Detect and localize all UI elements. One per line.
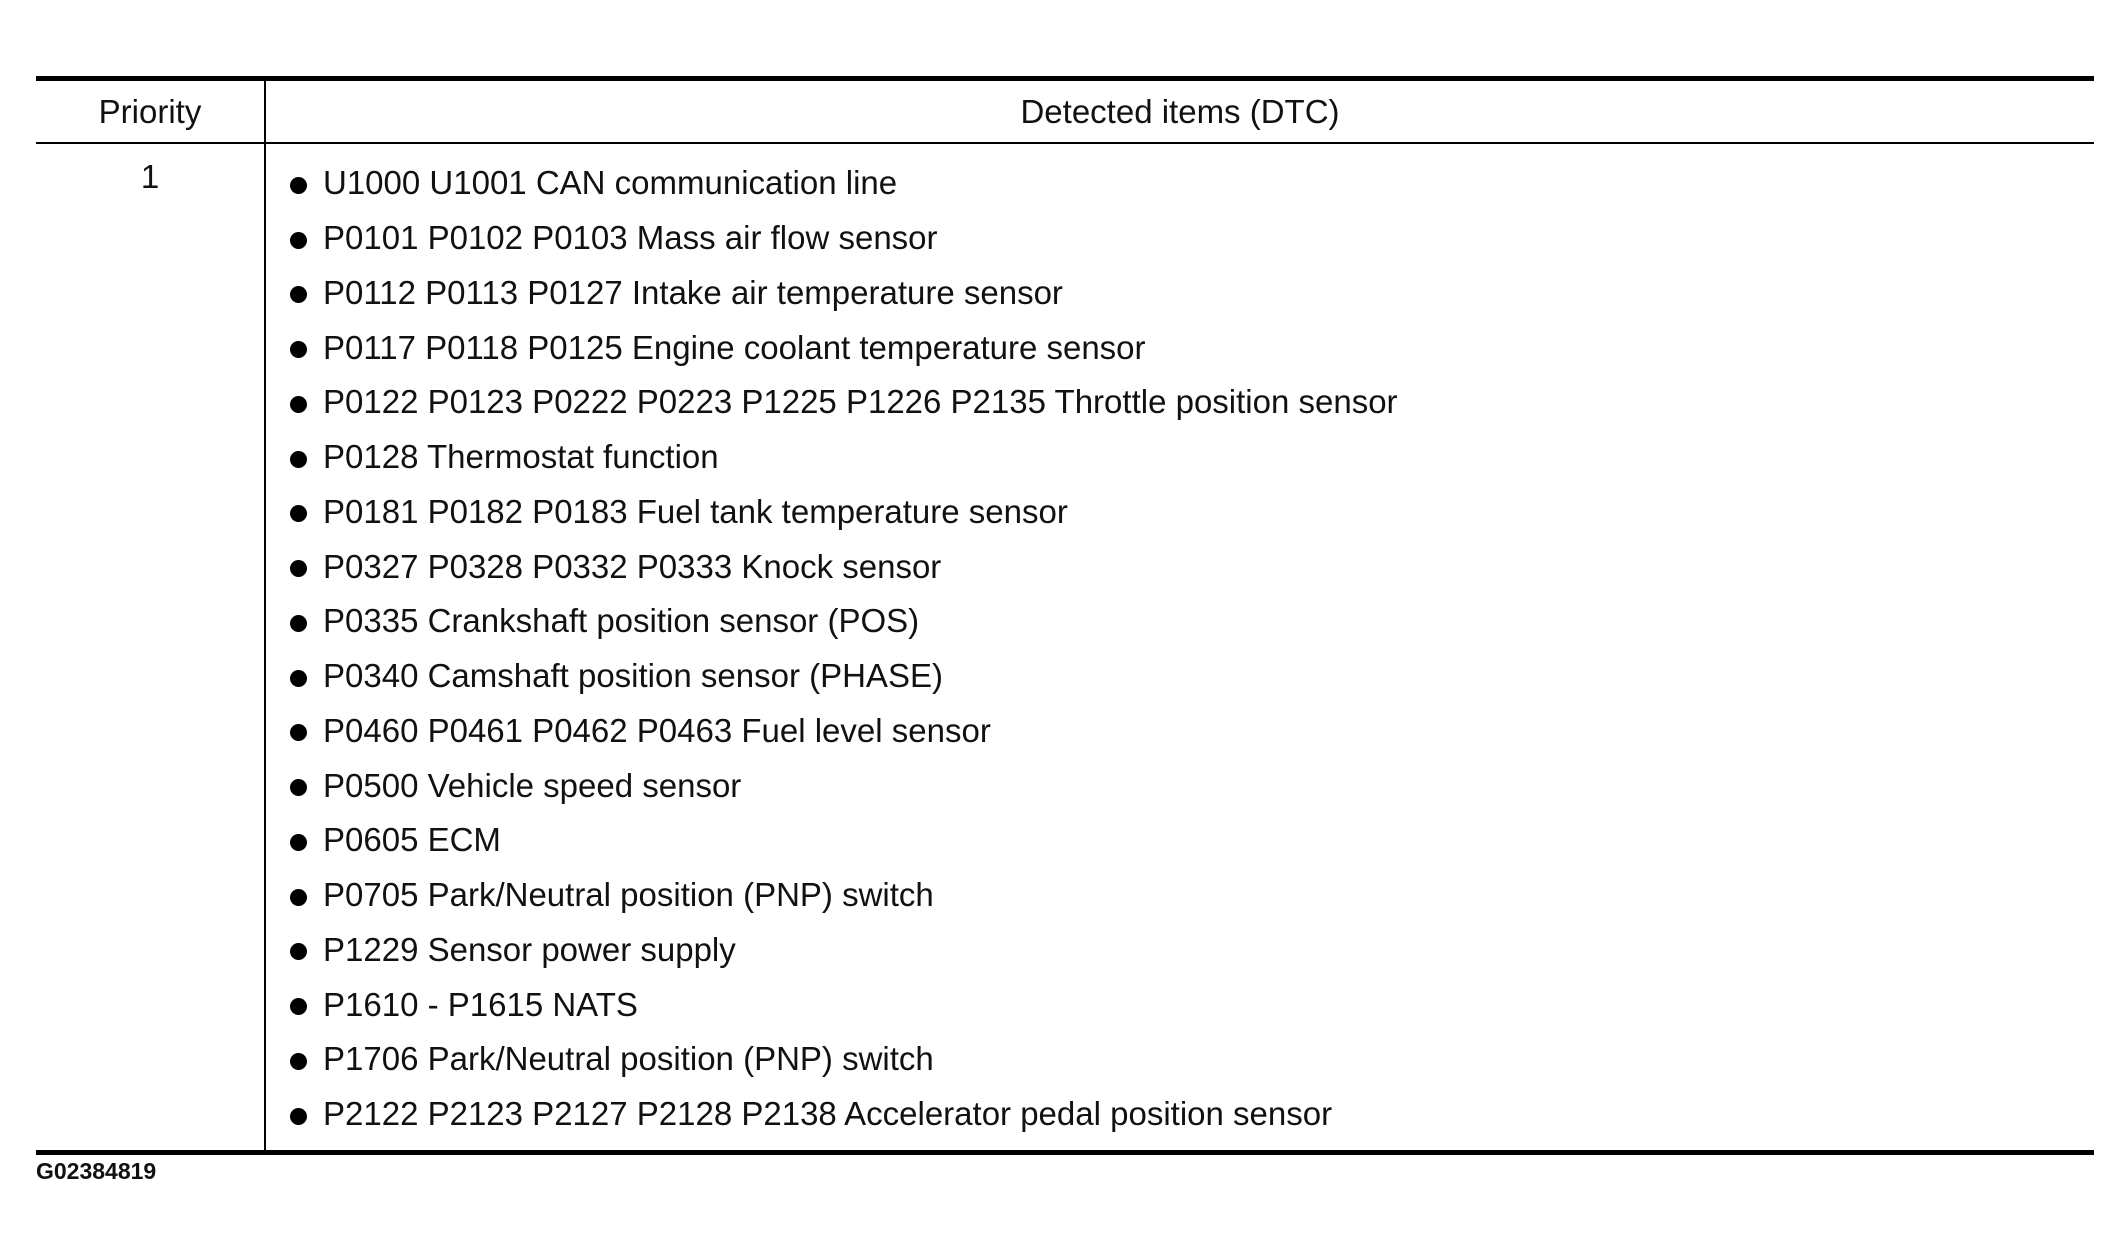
list-item xyxy=(266,320,2094,375)
priority-value: 1 xyxy=(36,144,266,1150)
dtc-item-text: P0122 P0123 P0222 P0223 P1225 P1226 P2135 Throttle position sensor xyxy=(323,383,1398,421)
dtc-item-text: P0335 Crankshaft position sensor (POS) xyxy=(323,602,920,640)
bullet-dot-icon xyxy=(290,779,307,796)
dtc-item-text: P0112 P0113 P0127 Intake air temperature sensor xyxy=(323,273,1063,311)
dtc-item-text: P1229 Sensor power supply xyxy=(323,930,736,968)
dtc-item-text: P0181 P0182 P0183 Fuel tank temperature sensor xyxy=(323,492,1068,530)
dtc-item-text: P0605 ECM xyxy=(323,821,501,859)
dtc-item-text: P0101 P0102 P0103 Mass air flow sensor xyxy=(323,219,938,257)
dtc-item-text: P1610 - P1615 NATS xyxy=(323,985,638,1023)
figure-id: G02384819 xyxy=(36,1158,157,1184)
list-item xyxy=(266,1087,2094,1142)
bullet-dot-icon xyxy=(290,451,307,468)
dtc-item-text: P2122 P2123 P2127 P2128 P2138 Accelerator pedal position sensor xyxy=(323,1095,1333,1133)
list-item xyxy=(266,266,2094,321)
table-row xyxy=(36,144,2094,1150)
bullet-dot-icon xyxy=(290,560,307,577)
dtc-priority-table xyxy=(36,76,2094,1155)
list-item xyxy=(266,375,2094,430)
bullet-dot-icon xyxy=(290,889,307,906)
list-item xyxy=(266,156,2094,211)
list-item xyxy=(266,485,2094,540)
dtc-item-text: P0460 P0461 P0462 P0463 Fuel level sensor xyxy=(323,711,991,749)
bullet-dot-icon xyxy=(290,670,307,687)
dtc-item-text: P0117 P0118 P0125 Engine coolant temperature sensor xyxy=(323,328,1146,366)
bullet-dot-icon xyxy=(290,396,307,413)
table-header-row xyxy=(36,81,2094,144)
list-item xyxy=(266,539,2094,594)
dtc-item-text: U1000 U1001 CAN communication line xyxy=(323,164,898,202)
bullet-dot-icon xyxy=(290,615,307,632)
dtc-item-text: P0340 Camshaft position sensor (PHASE) xyxy=(323,657,943,695)
bullet-dot-icon xyxy=(290,943,307,960)
list-item xyxy=(266,430,2094,485)
dtc-item-text: P0705 Park/Neutral position (PNP) switch xyxy=(323,876,934,914)
bullet-dot-icon xyxy=(290,177,307,194)
bullet-dot-icon xyxy=(290,1053,307,1070)
bullet-dot-icon xyxy=(290,505,307,522)
bullet-dot-icon xyxy=(290,1108,307,1125)
detected-items-list xyxy=(266,144,2094,1150)
header-priority: Priority xyxy=(36,81,266,142)
bullet-dot-icon xyxy=(290,286,307,303)
bullet-dot-icon xyxy=(290,232,307,249)
bullet-dot-icon xyxy=(290,998,307,1015)
dtc-item-text: P0128 Thermostat function xyxy=(323,438,719,476)
list-item xyxy=(266,813,2094,868)
list-item xyxy=(266,868,2094,923)
list-item xyxy=(266,211,2094,266)
list-item xyxy=(266,1032,2094,1087)
bullet-dot-icon xyxy=(290,724,307,741)
dtc-item-text: P0500 Vehicle speed sensor xyxy=(323,766,742,804)
list-item xyxy=(266,758,2094,813)
dtc-item-text: P0327 P0328 P0332 P0333 Knock sensor xyxy=(323,547,942,585)
bullet-dot-icon xyxy=(290,834,307,851)
header-detected-items: Detected items (DTC) xyxy=(1020,93,1340,130)
list-item xyxy=(266,594,2094,649)
bullet-dot-icon xyxy=(290,341,307,358)
list-item xyxy=(266,704,2094,759)
dtc-item-text: P1706 Park/Neutral position (PNP) switch xyxy=(323,1040,934,1078)
list-item xyxy=(266,649,2094,704)
list-item xyxy=(266,923,2094,978)
list-item xyxy=(266,977,2094,1032)
